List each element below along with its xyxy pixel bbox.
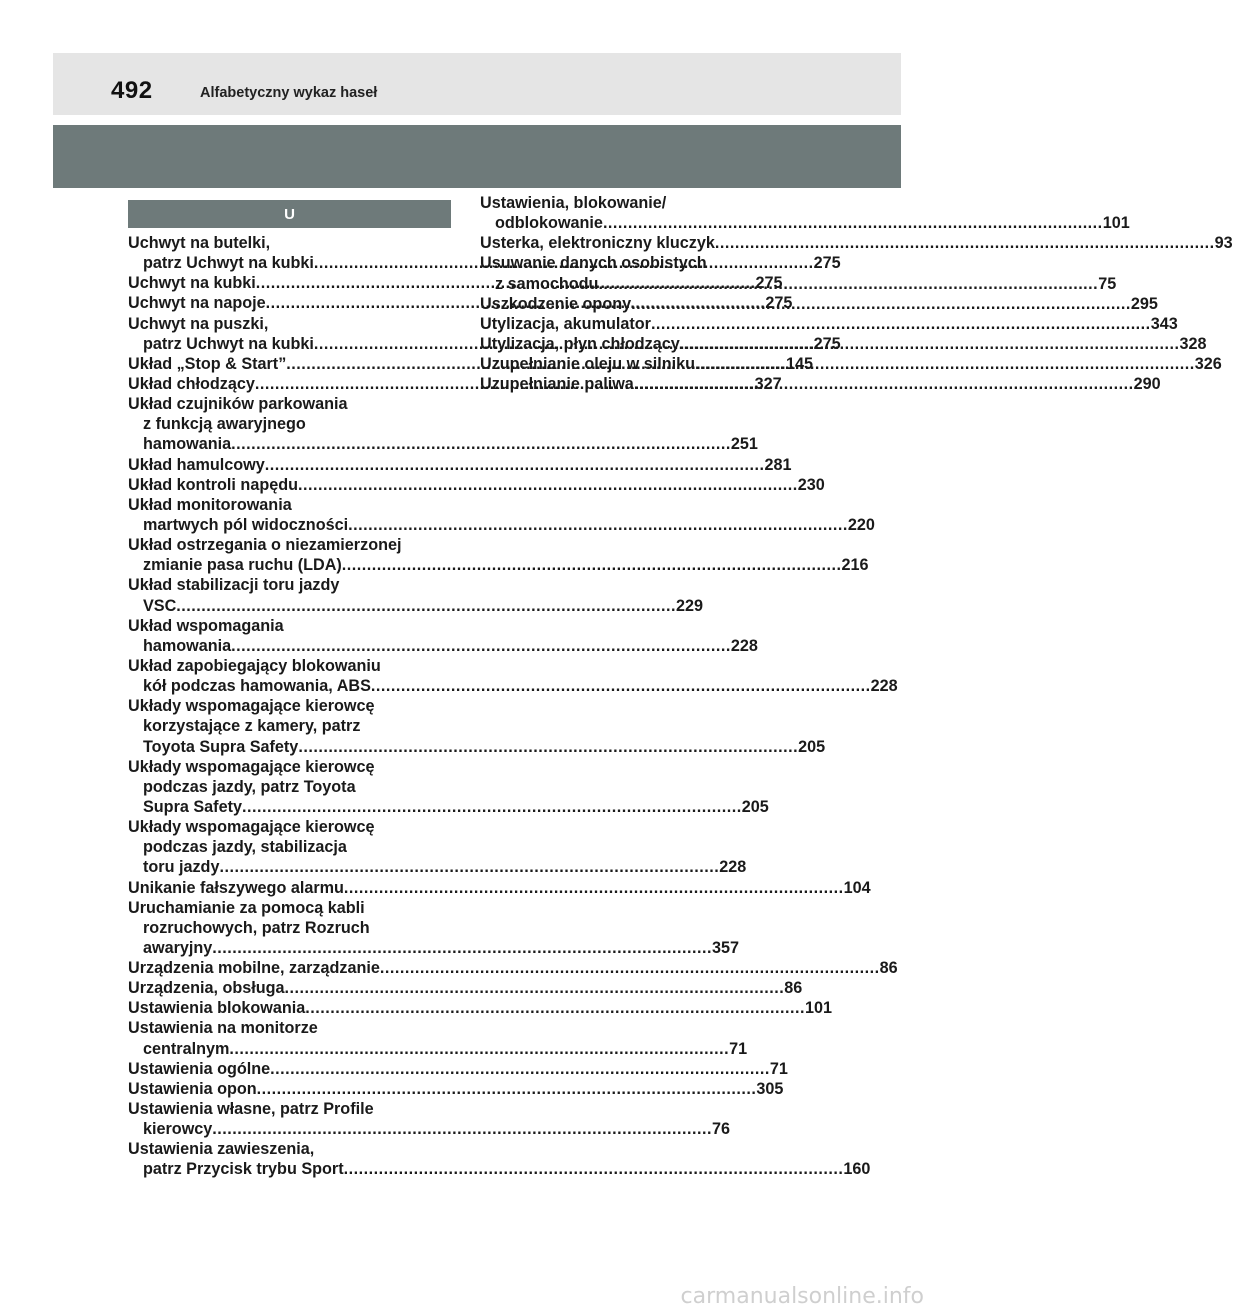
index-entry-text: Uszkodzenie opony bbox=[480, 294, 632, 313]
index-entry bbox=[128, 817, 747, 877]
dot-leader bbox=[231, 434, 731, 454]
dot-leader bbox=[212, 1119, 712, 1139]
index-entry-line bbox=[128, 575, 442, 595]
page-title: Alfabetyczny wykaz haseł bbox=[200, 85, 378, 101]
index-entry bbox=[128, 1059, 788, 1079]
index-entry-text: patrz Uchwyt na kubki bbox=[143, 254, 314, 273]
index-entry-text: Urządzenia mobilne, zarządzanie bbox=[128, 959, 380, 978]
index-entry-line bbox=[480, 193, 796, 213]
index-page-reference[interactable]: 305 bbox=[756, 1079, 784, 1098]
index-entry-line bbox=[128, 495, 442, 515]
index-entry-line bbox=[128, 1099, 442, 1119]
index-entry-text: Układ wspomagania bbox=[128, 616, 284, 635]
index-page-reference[interactable]: 86 bbox=[879, 959, 898, 978]
index-entry-text: Uchwyt na puszki, bbox=[128, 314, 269, 333]
index-entry-text: Uruchamianie za pomocą kabli bbox=[128, 898, 365, 917]
index-entry-text: Ustawienia własne, patrz Profile bbox=[128, 1100, 374, 1119]
index-entry bbox=[128, 616, 758, 656]
index-entry bbox=[480, 374, 1161, 394]
index-page-reference[interactable]: 101 bbox=[1102, 214, 1130, 233]
index-page-reference[interactable]: 75 bbox=[1098, 274, 1117, 293]
index-entry-line bbox=[128, 1059, 788, 1079]
index-entry-line bbox=[128, 817, 442, 837]
index-entry-line bbox=[128, 596, 704, 616]
dot-leader bbox=[348, 515, 848, 535]
index-entry bbox=[128, 495, 875, 535]
index-entry-line bbox=[128, 616, 442, 636]
index-entry-line bbox=[480, 314, 1178, 334]
index-entry bbox=[128, 656, 898, 696]
index-entry-line bbox=[480, 253, 796, 273]
dot-leader bbox=[212, 938, 712, 958]
index-entry-text: Toyota Supra Safety bbox=[143, 737, 299, 756]
index-entry-text: odblokowanie bbox=[495, 214, 603, 233]
index-page-reference[interactable]: 216 bbox=[841, 556, 869, 575]
index-entry-text: podczas jazdy, stabilizacja bbox=[143, 838, 347, 857]
index-entry bbox=[128, 958, 898, 978]
section-letter: U bbox=[284, 205, 295, 223]
dot-leader bbox=[176, 596, 676, 616]
index-entry-text: Usuwanie danych osobistych bbox=[480, 254, 707, 273]
index-entry-text: Ustawienia na monitorze bbox=[128, 1019, 318, 1038]
index-page-reference[interactable]: 205 bbox=[798, 737, 826, 756]
index-entry-text: Uzupełnianie paliwa bbox=[480, 375, 634, 394]
index-entry-line bbox=[128, 998, 832, 1018]
dot-leader bbox=[651, 314, 1151, 334]
dot-leader bbox=[371, 676, 871, 696]
index-entry-line bbox=[128, 978, 803, 998]
index-entry-line bbox=[128, 656, 442, 676]
index-entry-text: Układ stabilizacji toru jazdy bbox=[128, 576, 340, 595]
index-page-reference[interactable]: 104 bbox=[843, 878, 871, 897]
decorative-band bbox=[53, 125, 901, 188]
index-entry bbox=[128, 475, 825, 495]
dot-leader bbox=[257, 1079, 757, 1099]
index-entry-line bbox=[128, 857, 747, 877]
index-entry-line bbox=[128, 455, 792, 475]
index-page-reference[interactable]: 145 bbox=[786, 354, 814, 373]
index-page-reference[interactable]: 328 bbox=[1179, 334, 1207, 353]
index-entry bbox=[128, 455, 792, 475]
index-entry-line bbox=[128, 1139, 442, 1159]
index-page-reference[interactable]: 343 bbox=[1150, 314, 1178, 333]
index-entry-text: zmianie pasa ruchu (LDA) bbox=[143, 556, 342, 575]
index-page-reference[interactable]: 295 bbox=[1130, 294, 1158, 313]
dot-leader bbox=[631, 294, 1131, 314]
dot-leader bbox=[342, 555, 842, 575]
index-entry-text: Supra Safety bbox=[143, 797, 242, 816]
page-header bbox=[53, 53, 901, 115]
index-entry-text: Układ hamulcowy bbox=[128, 455, 265, 474]
index-entry-text: Ustawienia ogólne bbox=[128, 1059, 271, 1078]
index-entry-text: Urządzenia, obsługa bbox=[128, 979, 285, 998]
index-page-reference[interactable]: 160 bbox=[843, 1160, 871, 1179]
index-entry-line bbox=[128, 837, 442, 857]
index-entry bbox=[480, 233, 1233, 253]
index-entry-line bbox=[128, 535, 442, 555]
index-page-reference[interactable]: 101 bbox=[804, 999, 832, 1018]
dot-leader bbox=[380, 958, 880, 978]
index-entry-text: Układ „Stop & Start” bbox=[128, 354, 287, 373]
dot-leader bbox=[305, 998, 805, 1018]
index-entry-text: toru jazdy bbox=[143, 858, 220, 877]
index-entry-text: Uchwyt na kubki bbox=[128, 274, 256, 293]
index-page-reference[interactable]: 86 bbox=[784, 979, 803, 998]
index-entry-text: podczas jazdy, patrz Toyota bbox=[143, 777, 356, 796]
index-entry-text: awaryjny bbox=[143, 938, 213, 957]
index-entry-line bbox=[128, 515, 875, 535]
index-entry-line bbox=[128, 696, 442, 716]
index-entry-line bbox=[128, 1039, 748, 1059]
index-page-reference[interactable]: 71 bbox=[769, 1059, 788, 1078]
index-entry-line bbox=[128, 958, 898, 978]
index-entry-line bbox=[480, 274, 1117, 294]
index-page-reference[interactable]: 205 bbox=[741, 797, 769, 816]
index-entry-text: Układ czujników parkowania bbox=[128, 395, 348, 414]
index-entry bbox=[128, 696, 826, 756]
index-entry-line bbox=[128, 918, 442, 938]
index-entry-text: Układ ostrzegania o niezamierzonej bbox=[128, 536, 402, 555]
index-entry-text: kół podczas hamowania, ABS bbox=[143, 677, 371, 696]
index-entry-text: Uzupełnianie oleju w silniku bbox=[480, 355, 695, 374]
index-page-reference[interactable]: 326 bbox=[1194, 355, 1222, 374]
index-entry-text: Uchwyt na butelki, bbox=[128, 234, 271, 252]
index-entry bbox=[128, 1018, 748, 1058]
index-entry bbox=[128, 394, 758, 454]
index-entry-line bbox=[480, 374, 1161, 394]
watermark: carmanualsonline.info bbox=[680, 1284, 924, 1309]
index-entry-text: Układ chłodzący bbox=[128, 374, 255, 393]
dot-leader bbox=[603, 213, 1103, 233]
index-entry-line bbox=[480, 294, 1158, 314]
index-page-reference[interactable]: 93 bbox=[1214, 234, 1233, 253]
index-page-reference[interactable]: 71 bbox=[729, 1039, 748, 1058]
dot-leader bbox=[219, 857, 719, 877]
index-entry-line bbox=[128, 414, 442, 434]
dot-leader bbox=[242, 797, 742, 817]
index-entry-text: Uchwyt na napoje bbox=[128, 294, 266, 313]
index-entry-text: z samochodu bbox=[495, 274, 599, 293]
index-entry-text: Układy wspomagające kierowcę bbox=[128, 757, 375, 776]
index-entry-line bbox=[128, 938, 740, 958]
index-entry bbox=[128, 878, 871, 898]
index-entry-line bbox=[128, 777, 442, 797]
index-entry bbox=[128, 978, 803, 998]
index-entry-line bbox=[480, 233, 1233, 253]
page-number: 492 bbox=[111, 77, 153, 104]
dot-leader bbox=[270, 1059, 770, 1079]
index-entry-line bbox=[128, 757, 442, 777]
index-page-reference[interactable]: 275 bbox=[755, 274, 783, 293]
dot-leader bbox=[598, 274, 1098, 294]
index-entry bbox=[128, 998, 832, 1018]
index-entry-line bbox=[128, 233, 442, 253]
index-entry-line bbox=[128, 636, 758, 656]
index-entry-line bbox=[128, 878, 871, 898]
index-page-reference[interactable]: 275 bbox=[813, 254, 841, 273]
index-entry-text: rozruchowych, patrz Rozruch bbox=[143, 918, 370, 937]
index-page-reference[interactable]: 228 bbox=[730, 636, 758, 655]
index-entry-text: Układ monitorowania bbox=[128, 495, 292, 514]
index-entry-text: z funkcją awaryjnego bbox=[143, 415, 306, 434]
dot-leader bbox=[344, 1159, 844, 1179]
index-entry-text: Utylizacja, płyn chłodzący bbox=[480, 334, 680, 353]
index-entry-text: centralnym bbox=[143, 1039, 230, 1058]
dot-leader bbox=[715, 233, 1215, 253]
index-page-reference[interactable]: 229 bbox=[676, 596, 704, 615]
index-page-reference[interactable]: 281 bbox=[764, 455, 792, 474]
index-entry-text: patrz Uchwyt na kubki bbox=[143, 334, 314, 353]
index-entry-line bbox=[480, 213, 1130, 233]
index-page-reference[interactable]: 228 bbox=[870, 677, 898, 696]
index-entry bbox=[128, 535, 869, 575]
dot-leader bbox=[265, 455, 765, 475]
index-page-reference[interactable]: 275 bbox=[765, 294, 793, 313]
index-entry bbox=[128, 1079, 784, 1099]
index-page-reference[interactable]: 357 bbox=[712, 938, 740, 957]
index-entry-text: martwych pól widoczności bbox=[143, 515, 349, 534]
index-entry-line bbox=[128, 1079, 784, 1099]
index-entry-text: Unikanie fałszywego alarmu bbox=[128, 878, 344, 897]
index-page-reference[interactable]: 327 bbox=[754, 374, 782, 393]
index-entry bbox=[128, 1099, 731, 1139]
index-entry-text: Ustawienia blokowania bbox=[128, 999, 306, 1018]
index-entry-line bbox=[128, 1018, 442, 1038]
index-entry-text: Ustawienia opon bbox=[128, 1079, 257, 1098]
index-entry-line bbox=[128, 898, 442, 918]
section-letter-header bbox=[128, 200, 451, 228]
index-entry-text: Ustawienia zawieszenia, bbox=[128, 1140, 315, 1159]
index-entry-line bbox=[128, 737, 826, 757]
index-entry-line bbox=[128, 555, 869, 575]
dot-leader bbox=[298, 737, 798, 757]
index-entry-line bbox=[128, 434, 758, 454]
index-entry bbox=[480, 314, 1178, 334]
index-entry bbox=[128, 1139, 871, 1179]
index-entry-text: Utylizacja, akumulator bbox=[480, 314, 651, 333]
index-entry bbox=[480, 193, 1130, 233]
index-page-reference[interactable]: 251 bbox=[730, 435, 758, 454]
index-page-reference[interactable]: 220 bbox=[847, 515, 875, 534]
index-entry-text: Układ zapobiegający blokowaniu bbox=[128, 656, 381, 675]
index-page-reference[interactable]: 275 bbox=[813, 334, 841, 353]
index-entry bbox=[128, 757, 769, 817]
index-page-reference[interactable]: 290 bbox=[1133, 375, 1161, 394]
index-entry bbox=[128, 898, 740, 958]
index-entry-text: Ustawienia, blokowanie/ bbox=[480, 194, 667, 212]
index-entry-text: Układ kontroli napędu bbox=[128, 475, 298, 494]
index-entry-line bbox=[128, 676, 898, 696]
index-entry-text: kierowcy bbox=[143, 1120, 213, 1139]
index-entry-text: hamowania bbox=[143, 435, 232, 454]
dot-leader bbox=[344, 878, 844, 898]
index-entry bbox=[480, 294, 1158, 314]
index-entry-line bbox=[128, 475, 825, 495]
index-page-reference[interactable]: 76 bbox=[712, 1120, 731, 1139]
dot-leader bbox=[680, 334, 1180, 354]
index-page-reference[interactable]: 230 bbox=[797, 475, 825, 494]
index-entry-line bbox=[128, 1119, 731, 1139]
dot-leader bbox=[634, 374, 1134, 394]
index-entry-line bbox=[128, 1159, 871, 1179]
index-entry-text: Układy wspomagające kierowcę bbox=[128, 697, 375, 716]
index-entry-line bbox=[128, 394, 442, 414]
dot-leader bbox=[695, 354, 1195, 374]
index-entry-line bbox=[128, 314, 442, 334]
index-entry-text: patrz Przycisk trybu Sport bbox=[143, 1160, 344, 1179]
index-entry bbox=[128, 575, 704, 615]
index-entry-line bbox=[128, 716, 442, 736]
index-entry-line bbox=[128, 797, 769, 817]
index-entry-text: korzystające z kamery, patrz bbox=[143, 717, 361, 736]
dot-leader bbox=[229, 1039, 729, 1059]
dot-leader bbox=[298, 475, 798, 495]
index-entry-text: hamowania bbox=[143, 636, 232, 655]
index-entry-text: VSC bbox=[143, 596, 177, 615]
index-entry-text: Układy wspomagające kierowcę bbox=[128, 818, 375, 837]
index-entry-text: Usterka, elektroniczny kluczyk bbox=[480, 234, 715, 253]
dot-leader bbox=[231, 636, 731, 656]
index-page-reference[interactable]: 228 bbox=[719, 858, 747, 877]
dot-leader bbox=[285, 978, 785, 998]
